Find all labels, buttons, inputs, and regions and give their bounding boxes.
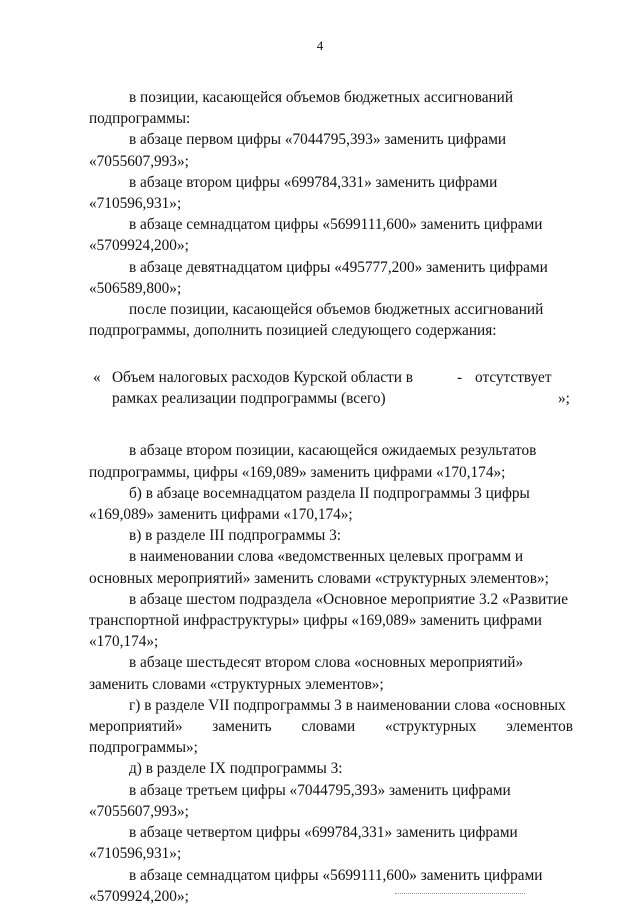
spacer xyxy=(89,411,573,440)
text-line: транспортной инфраструктуры» цифры «169,089» заменить цифрами xyxy=(89,612,542,630)
text-line: «710596,931»; xyxy=(89,845,182,863)
text-line: подпрограммы: xyxy=(89,110,191,128)
text-line: г) в разделе VII подпрограммы 3 в наименовании слова «основных xyxy=(129,696,566,714)
text-line: в абзаце семнадцатом цифры «5699111,600» заменить цифрами xyxy=(129,216,543,234)
text-line: мероприятий» заменить словами «структурных элементов подпрограммы»; xyxy=(89,718,573,757)
text-line: в абзаце четвертом цифры «699784,331» заменить цифрами xyxy=(129,824,518,842)
text-line: «169,089» заменить цифрами «170,174»; xyxy=(89,506,353,524)
text-line: в абзаце втором цифры «699784,331» заменить цифрами xyxy=(129,173,498,191)
amendments-block-bottom xyxy=(89,440,573,906)
text-line: б) в абзаце восемнадцатом раздела II подпрограммы 3 цифры xyxy=(129,484,530,502)
text-line: подпрограммы, цифры «169,089» заменить цифрами «170,174»; xyxy=(89,463,506,481)
text-line: в абзаце первом цифры «7044795,393» заменить цифрами xyxy=(129,131,507,149)
text-line: «506589,800»; xyxy=(89,279,182,297)
text-line: подпрограммы, дополнить позицией следующего содержания: xyxy=(89,322,497,340)
text-line: в абзаце шестьдесят втором слова «основных мероприятий» xyxy=(129,654,524,672)
scan-dotted-mark xyxy=(395,893,525,895)
spacer xyxy=(89,341,573,367)
position-label-line1: Объем налоговых расходов Курской области в xyxy=(112,369,413,387)
text-line: в абзаце девятнадцатом цифры «495777,200» заменить цифрами xyxy=(129,258,548,276)
text-line: «710596,931»; xyxy=(89,195,182,213)
text-line: основных мероприятий» заменить словами «структурных элементов»; xyxy=(89,569,549,587)
text-line: «5709924,200»; xyxy=(89,887,189,905)
text-line: «7055607,993»; xyxy=(89,802,189,820)
text-line: «7055607,993»; xyxy=(89,152,189,170)
text-line: «5709924,200»; xyxy=(89,237,189,255)
document-body xyxy=(89,87,573,907)
text-line: в абзаце шестом подраздела «Основное мероприятие 3.2 «Развитие xyxy=(129,590,569,608)
text-line: после позиции, касающейся объемов бюджетных ассигнований xyxy=(129,301,544,319)
amendments-block-top xyxy=(89,87,573,341)
text-line: в наименовании слова «ведомственных целевых программ и xyxy=(129,548,524,566)
page-number: 4 xyxy=(316,38,324,53)
position-label-line2: рамках реализации подпрограммы (всего) xyxy=(112,390,386,408)
text-line: в позиции, касающейся объемов бюджетных ассигнований xyxy=(129,89,514,106)
position-value: отсутствует xyxy=(475,369,552,387)
text-line: в абзаце втором позиции, касающейся ожидаемых результатов xyxy=(129,442,537,460)
text-line: в) в разделе III подпрограммы 3: xyxy=(129,527,342,545)
inserted-position-row xyxy=(89,367,573,411)
text-line: в абзаце третьем цифры «7044795,393» заменить цифрами xyxy=(129,781,511,799)
position-dash: - xyxy=(457,369,463,387)
open-quote: « xyxy=(93,369,101,387)
close-quote: »; xyxy=(558,390,570,408)
text-line: д) в разделе IX подпрограммы 3: xyxy=(129,760,343,778)
text-line: «170,174»; xyxy=(89,633,159,651)
text-line: в абзаце семнадцатом цифры «5699111,600» заменить цифрами xyxy=(129,866,543,884)
text-line: заменить словами «структурных элементов»; xyxy=(89,675,384,693)
